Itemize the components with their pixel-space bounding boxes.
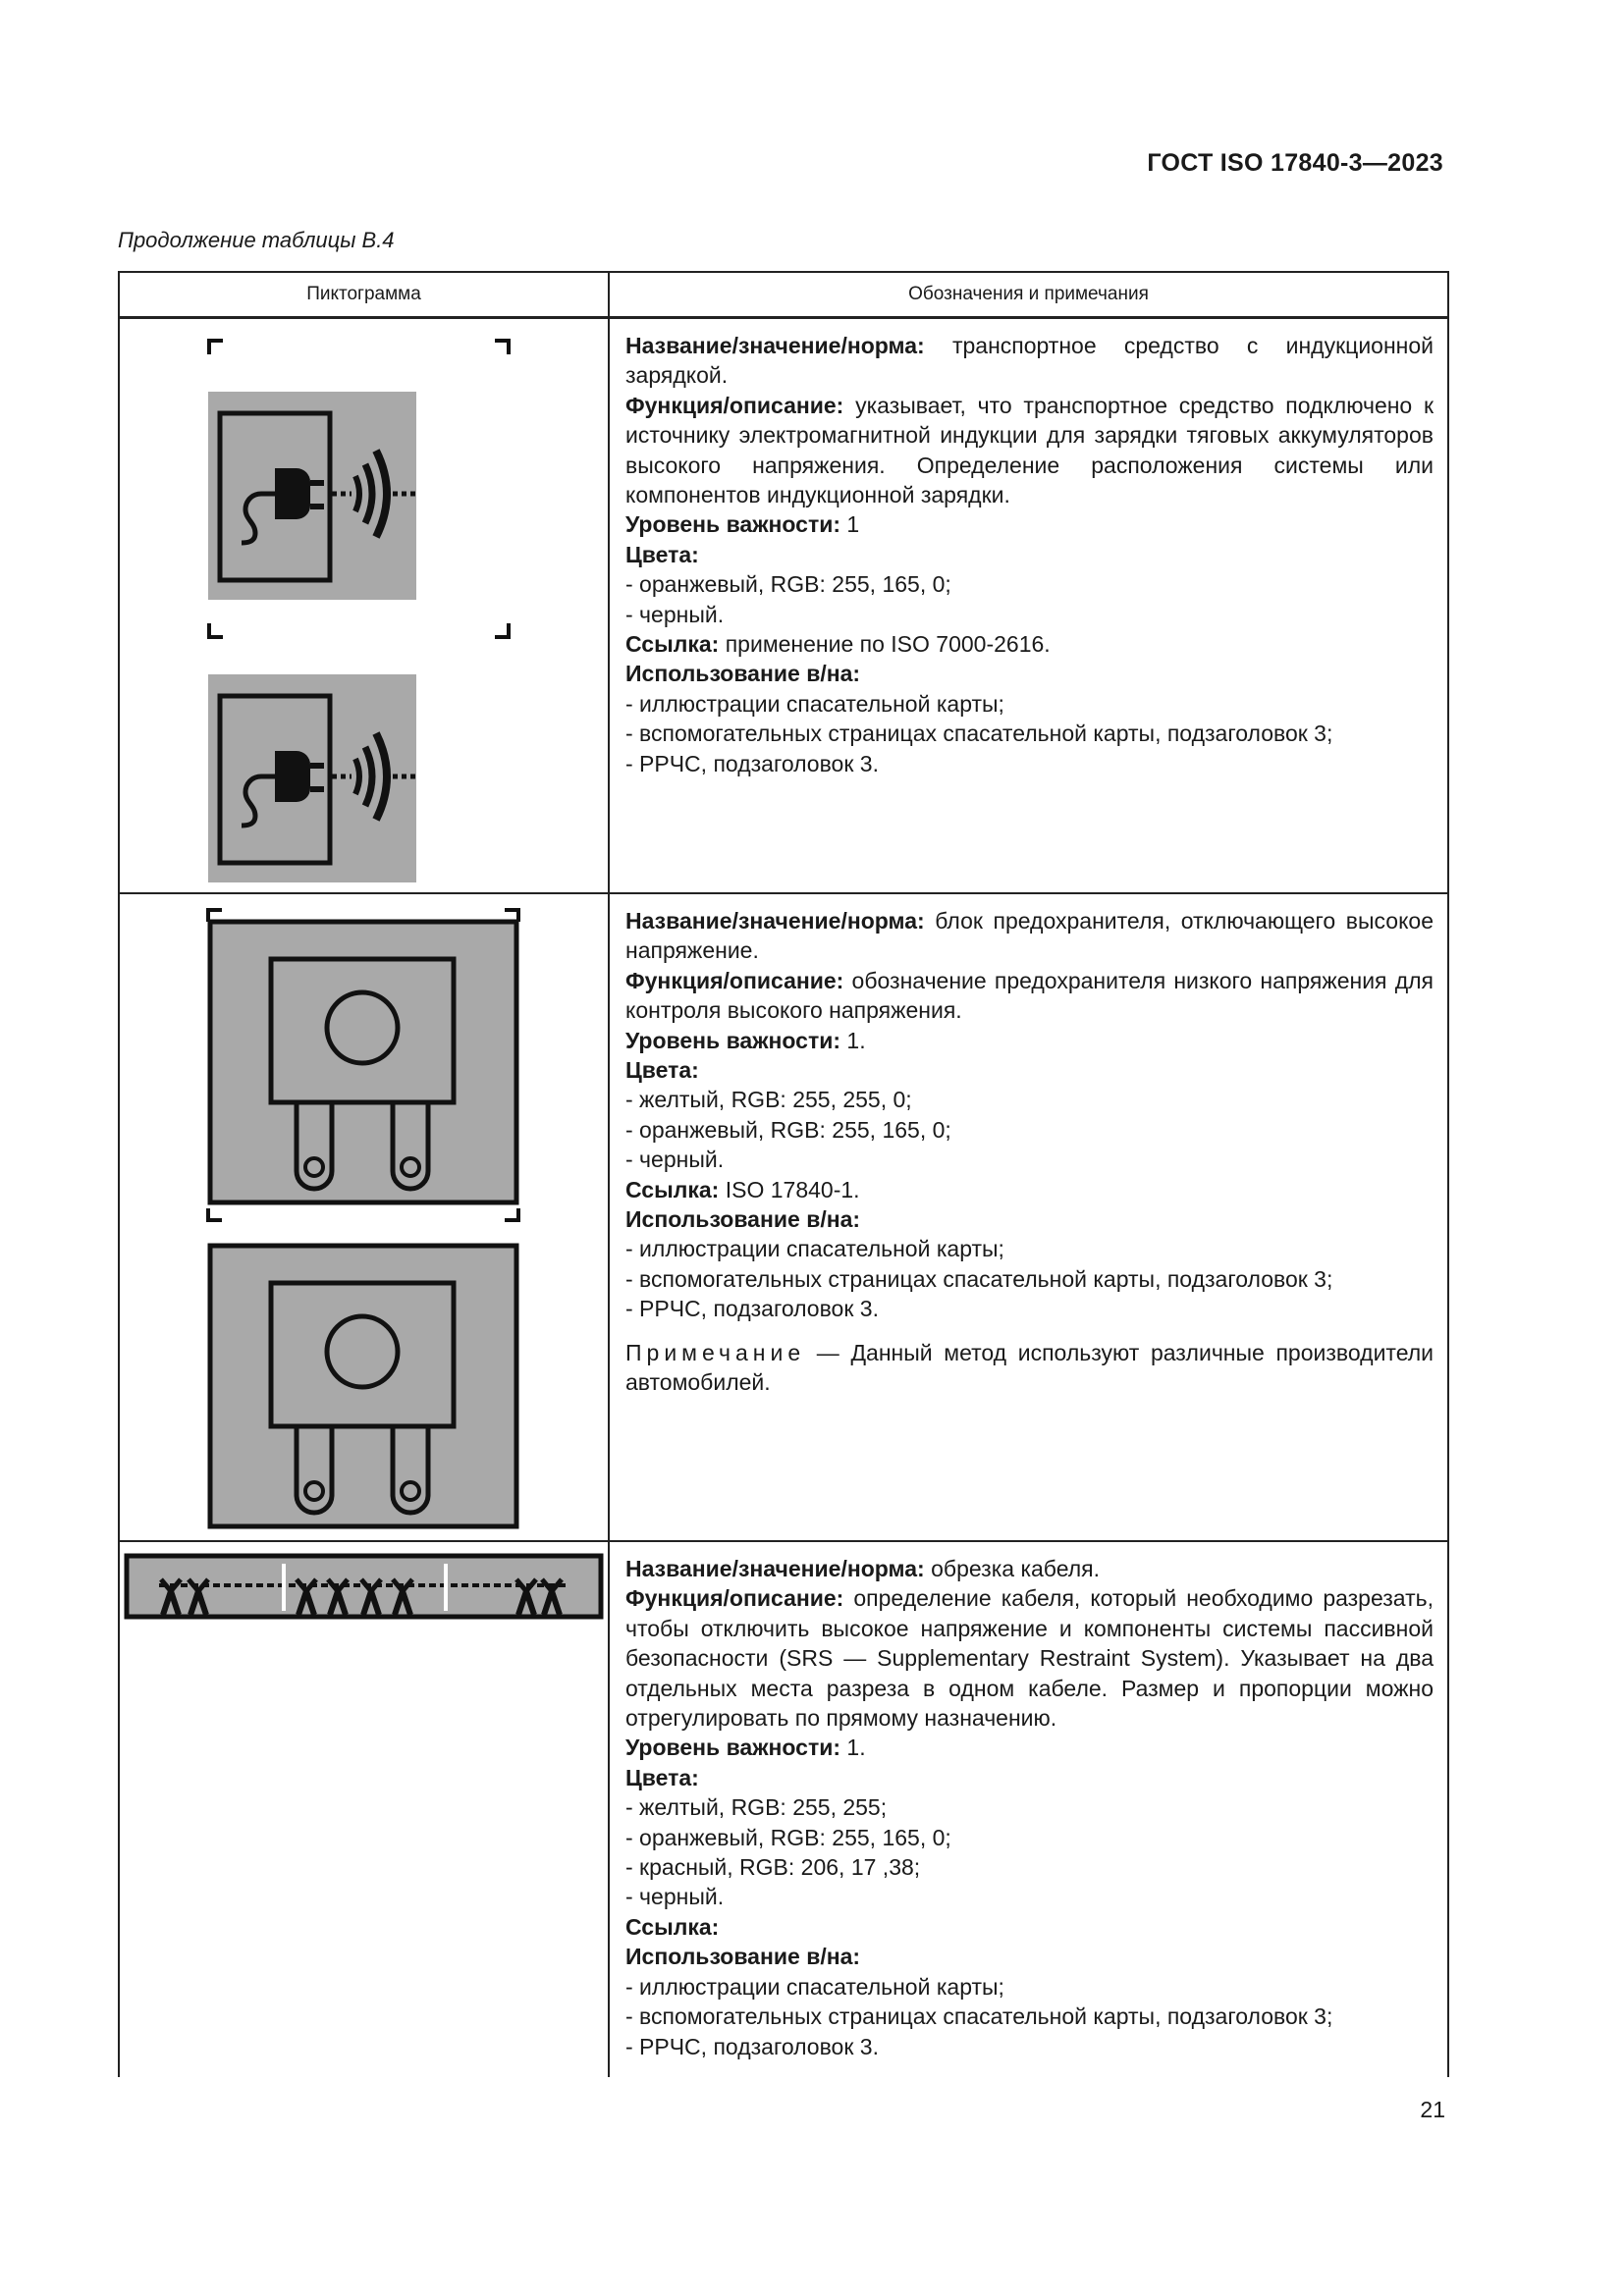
- list-item: - РРЧС, подзаголовок 3.: [625, 1296, 879, 1322]
- table-row: [119, 318, 1448, 894]
- table-row: [119, 893, 1448, 1541]
- list-item: - оранжевый, RGB: 255, 165, 0;: [625, 571, 951, 598]
- description-cell: Название/значение/норма: обрезка кабеля. Функция/описание: определение кабеля, который необходимо разрезать, чтобы отключить высокое напряжение и компоненты системы пассивной безопасности (SRS — Supplementary Restraint System). Указывает на два отдельных места разреза в одном кабеле. Размер и пропорции можно отрегулировать по прямому назначению. Уровень важности: 1. Цвета: - желтый, RGB: 255, 255; - оранжевый, RGB: 255, 165, 0; - красный, RGB: 206, 17 ,38; - черный. Ссылка: Использование в/на: - иллюстрации спасательной карты; - вспомогательных страницах спасательной карты, подзаголовок 3; - РРЧС, подзаголовок 3.: [609, 1541, 1448, 2077]
- hv-fuse-icon: [120, 894, 608, 1540]
- column-header-notes: Обозначения и примечания: [609, 272, 1448, 318]
- list-item: - желтый, RGB: 255, 255, 0;: [625, 1087, 912, 1113]
- column-header-pictogram: Пиктограмма: [119, 272, 609, 318]
- cable-cut-icon: [120, 1542, 608, 1640]
- pictogram-table: [118, 271, 1449, 2077]
- page-number: 21: [1420, 2097, 1445, 2122]
- pictogram-cell: [119, 1541, 609, 2077]
- description-cell: Название/значение/норма: транспортное средство с индукционной зарядкой. Функция/описание: указывает, что транспортное средство подключено к источнику электромагнитной индукции для зарядки тяговых аккумуляторов высокого напряжения. Определение расположения системы или компонентов индукционной зарядки. Уровень важности: 1 Цвета: - оранжевый, RGB: 255, 165, 0; - черный. Ссылка: применение по ISO 7000-2616. Использование в/на: - иллюстрации спасательной карты; - вспомогательных страницах спасательной карты, подзаголовок 3; - РРЧС, подзаголовок 3.: [609, 318, 1448, 894]
- note: Примечание — Данный метод используют различные производители автомобилей.: [625, 1339, 1434, 1396]
- list-item: - РРЧС, подзаголовок 3.: [625, 750, 879, 776]
- pictogram-cell: [119, 893, 609, 1541]
- description-cell: Название/значение/норма: блок предохранителя, отключающего высокое напряжение. Функция/описание: обозначение предохранителя низкого напряжения для контроля высокого напряжения. Уровень важности: 1. Цвета: - желтый, RGB: 255, 255, 0; - оранжевый, RGB: 255, 165, 0; - черный. Ссылка: ISO 17840-1. Использование в/на: - иллюстрации спасательной карты; - вспомогательных страницах спасательной карты, подзаголовок 3; - РРЧС, подзаголовок 3. Примечание — Данный метод используют различные производители автомобилей.: [609, 893, 1448, 1541]
- list-item: - черный.: [625, 1147, 725, 1173]
- list-item: - красный, RGB: 206, 17 ,38;: [625, 1854, 921, 1881]
- pictogram-cell: [119, 318, 609, 894]
- list-item: - оранжевый, RGB: 255, 165, 0;: [625, 1824, 951, 1850]
- list-item: - черный.: [625, 601, 725, 627]
- induction-charging-icon: [120, 319, 608, 892]
- list-item: - иллюстрации спасательной карты;: [625, 690, 1004, 717]
- table-caption: Продолжение таблицы B.4: [118, 228, 395, 252]
- list-item: - черный.: [625, 1884, 725, 1910]
- list-item: - иллюстрации спасательной карты;: [625, 1236, 1004, 1262]
- list-item: - оранжевый, RGB: 255, 165, 0;: [625, 1116, 951, 1143]
- list-item: - РРЧС, подзаголовок 3.: [625, 2033, 879, 2059]
- list-item: - желтый, RGB: 255, 255;: [625, 1794, 888, 1821]
- document-code: ГОСТ ISO 17840-3—2023: [1147, 149, 1443, 177]
- list-item: - вспомогательных страницах спасательной карты, подзаголовок 3;: [625, 1265, 1333, 1292]
- table-header-row: [119, 272, 1448, 318]
- list-item: - вспомогательных страницах спасательной карты, подзаголовок 3;: [625, 2003, 1333, 2030]
- list-item: - иллюстрации спасательной карты;: [625, 1973, 1004, 2000]
- table-row: [119, 1541, 1448, 2077]
- list-item: - вспомогательных страницах спасательной карты, подзаголовок 3;: [625, 721, 1333, 747]
